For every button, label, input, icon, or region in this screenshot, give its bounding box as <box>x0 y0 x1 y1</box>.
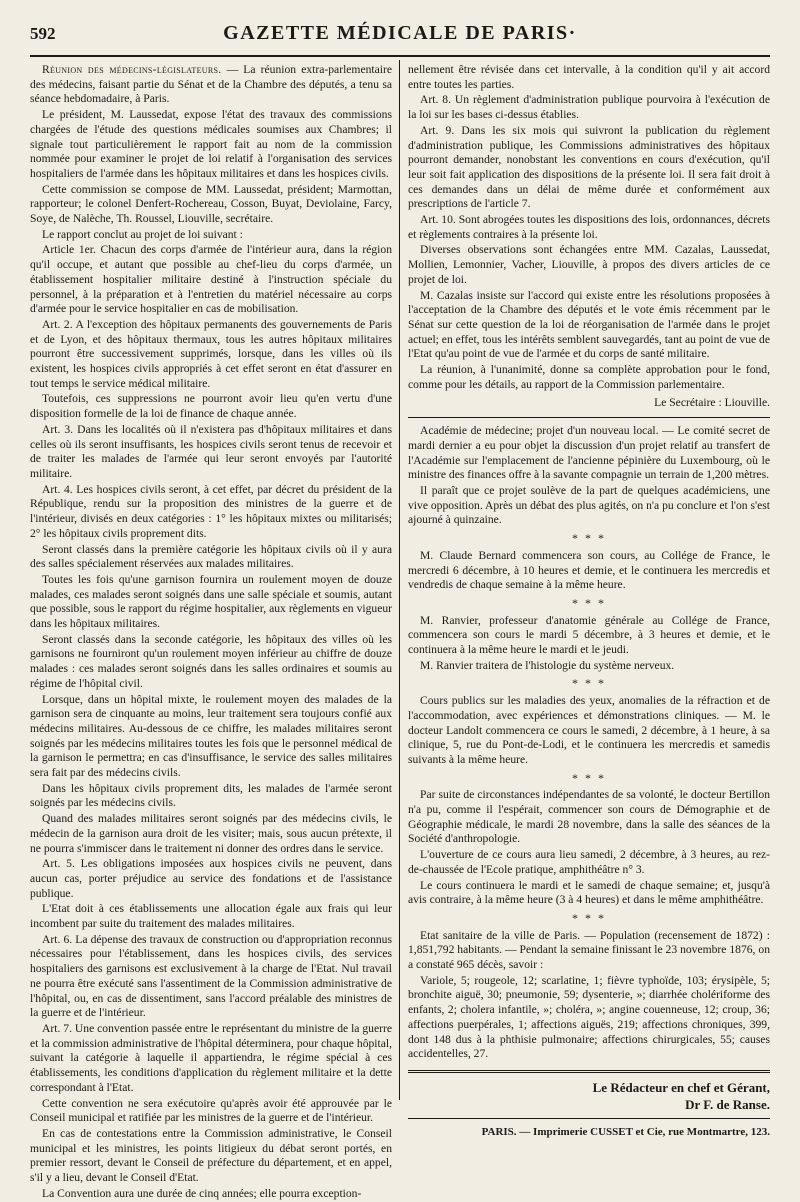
section-rule <box>408 417 770 418</box>
paragraph: Cours publics sur les maladies des yeux, anomalies de la réfraction et de l'accommodation, avec expériences et démonstrations cliniques. — M. le docteur Landolt commencera ce cours le samedi, 2 décembre, à 1 heure, à sa clinique, 5, rue du Pont-de-Lodi, et le continuera les mercredis et samedis suivants à la même heure. <box>408 694 770 766</box>
paragraph: Le président, M. Laussedat, expose l'état des travaux des commissions chargées de l'étude des questions médicales soumises aux Chambres; il signale tout particulièrement le rapport fait au nom de la commission nommée pour examiner le projet de loi relatif à l'organisation des services hospitaliers de l'armée dans les hôpitaux militaires et dans les hospices civils. <box>30 108 392 180</box>
section-separator: * * * <box>572 531 606 546</box>
paragraph: Toutes les fois qu'une garnison fournira un roulement moyen de douze malades, ces malades seront soignés dans une salle spéciale et soumis, autant que possible, sous le rapport du régime hospitalier, aux règlements en vigueur dans les hôpitaux militaires. <box>30 572 392 631</box>
paragraph: M. Cazalas insiste sur l'accord qui existe entre les résolutions proposées à l'acceptation de la Chambre des députés et le vote émis récemment par le Sénat sur cette question de la loi de réorganisation de l'armée dans le projet actuel; en effet, tous les intérêts semblent sauvegardés, tant au point de vue de l'Etat qu'au point de vue de l'armée et du corps de santé militaire. <box>408 288 770 361</box>
paragraph: La Convention aura une durée de cinq années; elle pourra exception- <box>42 1186 362 1200</box>
paragraph: En cas de contestations entre la Commission administrative, le Conseil municipal et les ministres, les points litigieux du débat seront portés, en premier ressort, devant le Conseil de préfecture du département, et en appel, s'il y a lieu, devant le Conseil d'Etat. <box>30 1126 392 1185</box>
section-separator: * * * <box>572 676 606 691</box>
paragraph: Art. 6. La dépense des travaux de construction ou d'appropriation reconnus nécessaires pour l'établissement, dans les hospices civils, des services hospitaliers des garnisons est exclusivement à la charge de l'Etat. Nul travail ne pourra être exécuté sans l'assentiment de la Commission administrative de l'hôpital, ou, en cas de dissentiment, sans l'accord préalable des ministres de la guerre et de l'intérieur. <box>30 932 392 1020</box>
secretary-signature: Le Secrétaire : Liouville. <box>654 396 770 410</box>
paragraph: L'ouverture de ce cours aura lieu samedi, 2 décembre, à 3 heures, au rez-de-chaussée de l'Ecole pratique, amphithéâtre n° 3. <box>408 848 770 876</box>
paragraph: Seront classés dans la première catégorie les hôpitaux civils où il y aura des salles spécialement réservées aux malades militaires. <box>30 542 392 571</box>
paragraph: Article 1er. Chacun des corps d'armée de l'intérieur aura, dans la région qu'il occupe, et autant que possible au chef-lieu du corps d'armée, un établissement hospitalier militaire destiné à l'instruction spéciale du personnel, à la préparation et à l'entretien du matériel nécessaire au corps d'armée pour le service hospitalier en cas de mobilisation. <box>30 243 392 316</box>
editor-title: Le Rédacteur en chef et Gérant, <box>592 1080 770 1095</box>
paragraph: Art. 3. Dans les localités où il n'existera pas d'hôpitaux militaires et dans celles où ils seront insuffisants, les hospices civils seront tenus de recevoir et de traiter les malades de l'armée qui leur seront envoyés par l'autorité militaire. <box>30 422 392 480</box>
footer-rule <box>408 1070 770 1073</box>
paragraph: Académie de médecine; projet d'un nouveau local. — Le comité secret de mardi dernier a eu pour objet la discussion d'un projet relatif au transfert de l'Académie sur l'emplacement de l'ancienne pépinière du Luxembourg, où le ministre des finances offre à la savante compagnie un terrain de 1,200 mètres. <box>408 424 770 482</box>
section-separator: * * * <box>572 910 606 925</box>
paragraph: Art. 2. A l'exception des hôpitaux permanents des gouvernements de Paris et de Lyon, et des hôpitaux thermaux, tous les autres hôpitaux militaires pourront être successivement supprimés, lorsque, dans les villes où ils existent, les hospices civils appropriés à cet effet seront en état d'assurer en tout temps le service médical militaire. <box>30 317 392 390</box>
paragraph: Cette commission se compose de MM. Laussedat, président; Marmottan, rapporteur; le colonel Denfert-Rochereau, Cosson, Buyat, Deviolaine, Farcy, Soye, de Nalèche, Th. Roussel, Liouville, secrétaire. <box>30 182 392 226</box>
paragraph: M. Claude Bernard commencera son cours, au Collége de France, le mercredi 6 décembre, à 10 heures et demie, et le continuera les mercredis et vendredis de chaque semaine à la même heure. <box>408 548 770 592</box>
paragraph-text: — La réunion extra-parlementaire des médecins, faisant partie du Sénat et de la Chambre des députés, a tenu sa séance hebdomadaire, à Paris. <box>30 63 392 106</box>
paragraph: Toutefois, ces suppressions ne pourront avoir lieu qu'en vertu d'une disposition formelle de la loi de finance de chaque année. <box>30 392 392 421</box>
editor-name: Dr F. de Ranse. <box>685 1096 770 1112</box>
page-header <box>30 22 770 52</box>
header-rule <box>30 55 770 57</box>
paragraph: Art. 4. Les hospices civils seront, à cet effet, par décret du président de la République, rendu sur la proposition des ministres de la guerre et de l'intérieur, divisés en deux catégories : 1° les hôpitaux mixtes ou militarisés; 2° les hôpitaux civils proprement dits. <box>30 482 392 540</box>
paragraph: La réunion, à l'unanimité, donne sa complète approbation pour le fond, comme pour les détails, au rapport de la Commission parlementaire. <box>408 363 770 391</box>
printer-imprint: PARIS. — Imprimerie CUSSET et Cie, rue Montmartre, 123. <box>481 1126 770 1139</box>
paragraph: L'Etat doit à ces établissements une allocation égale aux frais qui leur incombent par suite du traitement des malades militaires. <box>30 902 392 931</box>
paragraph: M. Ranvier traitera de l'histologie du système nerveux. <box>420 658 675 672</box>
paragraph: Art. 7. Une convention passée entre le représentant du ministre de la guerre et la commission administrative de l'hôpital déterminera, pour chaque hôpital, suivant la catégorie à laquelle il appartiendra, le régime spécial à ces établissements, les conditions d'application du règlement militaire et la dette correspondant à l'Etat. <box>30 1022 392 1094</box>
paragraph: Le cours continuera le mardi et le samedi de chaque semaine; et, jusqu'à avis contraire, à la même heure (3 à 4 heures) et dans le même amphithéâtre. <box>408 878 770 907</box>
paragraph: Etat sanitaire de la ville de Paris. — Population (recensement de 1872) : 1,851,792 habitants. — Pendant la semaine finissant le 23 novembre 1876, on a constaté 965 décès, savoir : <box>408 928 770 972</box>
paragraph: M. Ranvier, professeur d'anatomie générale au Collége de France, commencera son cours le mardi 5 décembre, à 3 heures et demie, et le continuera à la même heure le mardi et le jeudi. <box>408 613 770 657</box>
paragraph: Art. 10. Sont abrogées toutes les dispositions des lois, ordonnances, décrets et règlements contraires à la présente loi. <box>408 213 770 241</box>
left-column <box>30 63 392 1202</box>
paragraph: nellement être révisée dans cet intervalle, à la condition qu'il y ait accord entre toutes les parties. <box>408 63 770 91</box>
paragraph: Le rapport conclut au projet de loi suivant : <box>42 227 243 241</box>
paragraph: Diverses observations sont échangées entre MM. Cazalas, Laussedat, Mollien, Lemonnier, Vacher, Liouville, à propos des divers articles de ce projet de loi. <box>408 243 770 286</box>
paragraph: Quand des malades militaires seront soignés par des médecins civils, le médecin de la garnison aura droit de les visiter; mais, sous aucun prétexte, il ne pourra s'immiscer dans le traitement ni donner des ordres dans le service. <box>30 812 392 855</box>
paragraph: Art. 9. Dans les six mois qui suivront la publication du règlement d'administration publique, les Commissions administratives des hôpitaux pourront demander, nonobstant les conventions en cours d'exécution, qu'il leur soit fait application des dispositions de la présente loi. Il sera fait droit à ces demandes dans un délai de même durée et conformément aux prescriptions de l'article 7. <box>408 123 770 211</box>
paragraph: Dans les hôpitaux civils proprement dits, les malades de l'armée seront soignés par les médecins civils. <box>30 781 392 810</box>
paragraph: Cette convention ne sera exécutoire qu'après avoir été approuvée par le Conseil municipal et ratifiée par les ministres de la guerre et de l'intérieur. <box>30 1096 392 1125</box>
paragraph: Art. 5. Les obligations imposées aux hospices civils ne peuvent, dans aucun cas, porter préjudice au service des fondations et de l'assistance publique. <box>30 857 392 900</box>
printer-rule <box>408 1118 770 1119</box>
section-heading: Réunion des médecins-législateurs. <box>42 63 222 76</box>
right-column <box>408 63 770 1140</box>
journal-title: GAZETTE MÉDICALE DE PARIS· <box>223 22 577 44</box>
section-separator: * * * <box>572 595 606 610</box>
paragraph: Lorsque, dans un hôpital mixte, le roulement moyen des malades de la garnison sera de cinquante au moins, leur traitement sera toujours confié aux médecins militaires. Au-dessous de ce chiffre, les malades militaires seront soignés par les médecins militaires toutes les fois que le personnel médical de la garnison le permettra; en cas d'insuffisance, le service des salles militaires sera fait par des médecins civils. <box>30 692 392 780</box>
paragraph: Seront classés dans la seconde catégorie, les hôpitaux des villes où les garnisons ne fourniront qu'un roulement moyen inférieur au chiffre de douze malades : ces malades seront soignés dans les salles ordinaires et soumis au régime de l'hôpital civil. <box>30 632 392 690</box>
section-separator: * * * <box>572 770 606 785</box>
paragraph <box>30 63 392 107</box>
paragraph: Par suite de circonstances indépendantes de sa volonté, le docteur Bertillon n'a pu, comme il l'espérait, commencer son cours de Démographie et de Géographie médicale, le mardi 28 novembre, dans la salle des séances de la Société d'anthropologie. <box>408 788 770 846</box>
column-divider <box>399 60 400 1100</box>
paragraph: Art. 8. Un règlement d'administration publique pourvoira à l'exécution de la loi sur les bases ci-dessus établies. <box>408 93 770 122</box>
paragraph: Il paraît que ce projet soulève de la part de quelques académiciens, une vive opposition. Après un débat des plus agités, on n'a pu conclure et l'on s'est ajourné à quinzaine. <box>408 483 770 527</box>
paragraph: Variole, 5; rougeole, 12; scarlatine, 1; fièvre typhoïde, 103; érysipèle, 5; bronchite aiguë, 30; pneumonie, 59; dysenterie, »; diarrhée cholériforme des enfants, 2; cholera infantile, »; choléra, »; angine couenneuse, 12; croup, 36; affections puerpérales, 1; affections aiguës, 219; affections chroniques, 399, dont 148 dus à la phthisie pulmonaire; affections chirurgicales, 55; causes accidentelles, 27. <box>408 973 770 1061</box>
page-number: 592 <box>30 24 56 43</box>
